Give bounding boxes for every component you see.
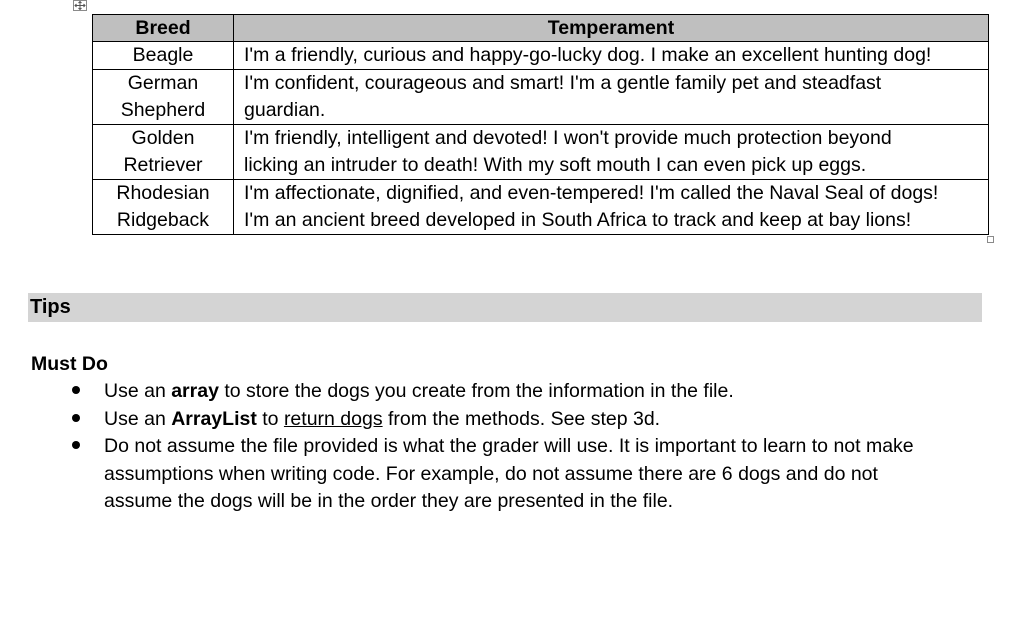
- item-text-bold: array: [171, 380, 219, 402]
- bullet-icon: [69, 433, 83, 461]
- bullet-icon: [69, 378, 83, 406]
- temperament-text-line2: guardian.: [244, 99, 326, 121]
- header-temperament: Temperament: [234, 15, 989, 42]
- table-resize-handle-icon[interactable]: [987, 236, 994, 243]
- breed-name: Beagle: [132, 44, 194, 66]
- list-item: [104, 378, 984, 406]
- breed-cell: [93, 70, 234, 125]
- breed-name-line2: Retriever: [123, 154, 203, 176]
- bullet-icon: [69, 406, 83, 434]
- breed-name-line2: Shepherd: [120, 99, 206, 121]
- table-row: [93, 42, 989, 70]
- list-item: [104, 433, 984, 516]
- breed-name-line1: German: [127, 72, 199, 94]
- table-row: [93, 180, 989, 235]
- item-text-mid: to: [256, 407, 284, 430]
- list-item: [104, 406, 984, 434]
- temperament-cell: [234, 180, 989, 235]
- breed-cell: [93, 125, 234, 180]
- table-move-handle-icon[interactable]: [73, 0, 87, 11]
- temperament-text-line1: I'm confident, courageous and smart! I'm a gentle family pet and steadfast: [244, 72, 882, 94]
- item-text-post: to store the dogs you create from the information in the file.: [218, 380, 734, 402]
- tips-heading: Tips: [28, 293, 982, 322]
- item-text-post: from the methods. See step 3d.: [382, 407, 661, 430]
- temperament-cell: [234, 42, 989, 70]
- breed-cell: [93, 180, 234, 235]
- header-breed: Breed: [93, 15, 234, 42]
- item-text-line2: assumptions when writing code. For example, do not assume there are 6 dogs and do not: [104, 462, 878, 485]
- table-row: [93, 125, 989, 180]
- breed-name-line1: Golden: [131, 127, 195, 149]
- item-text-underlined: return dogs: [283, 407, 383, 430]
- table-row: [93, 70, 989, 125]
- breed-name-line2: Ridgeback: [116, 209, 210, 231]
- temperament-text-line1: I'm affectionate, dignified, and even-tempered! I'm called the Naval Seal of dogs!: [244, 182, 939, 204]
- breed-temperament-table: [92, 14, 989, 235]
- temperament-cell: [234, 70, 989, 125]
- item-text-bold: ArrayList: [171, 407, 257, 430]
- temperament-text-line2: licking an intruder to death! With my soft mouth I can even pick up eggs.: [244, 154, 867, 176]
- must-do-list: [104, 378, 984, 516]
- temperament-text: I'm a friendly, curious and happy-go-lucky dog. I make an excellent hunting dog!: [244, 44, 932, 66]
- item-text-pre: Use an: [104, 380, 172, 402]
- breed-name-line1: Rhodesian: [116, 182, 210, 204]
- item-text-line1: Do not assume the file provided is what the grader will use. It is important to learn to not make: [104, 435, 914, 457]
- temperament-text-line1: I'm friendly, intelligent and devoted! I won't provide much protection beyond: [244, 127, 892, 149]
- item-text-line3: assume the dogs will be in the order they are presented in the file.: [104, 490, 674, 512]
- item-text-pre: Use an: [104, 407, 172, 430]
- temperament-cell: [234, 125, 989, 180]
- table-header-row: [93, 15, 989, 42]
- must-do-heading: Must Do: [31, 353, 108, 375]
- temperament-text-line2: I'm an ancient breed developed in South Africa to track and keep at bay lions!: [244, 209, 912, 231]
- breed-cell: [93, 42, 234, 70]
